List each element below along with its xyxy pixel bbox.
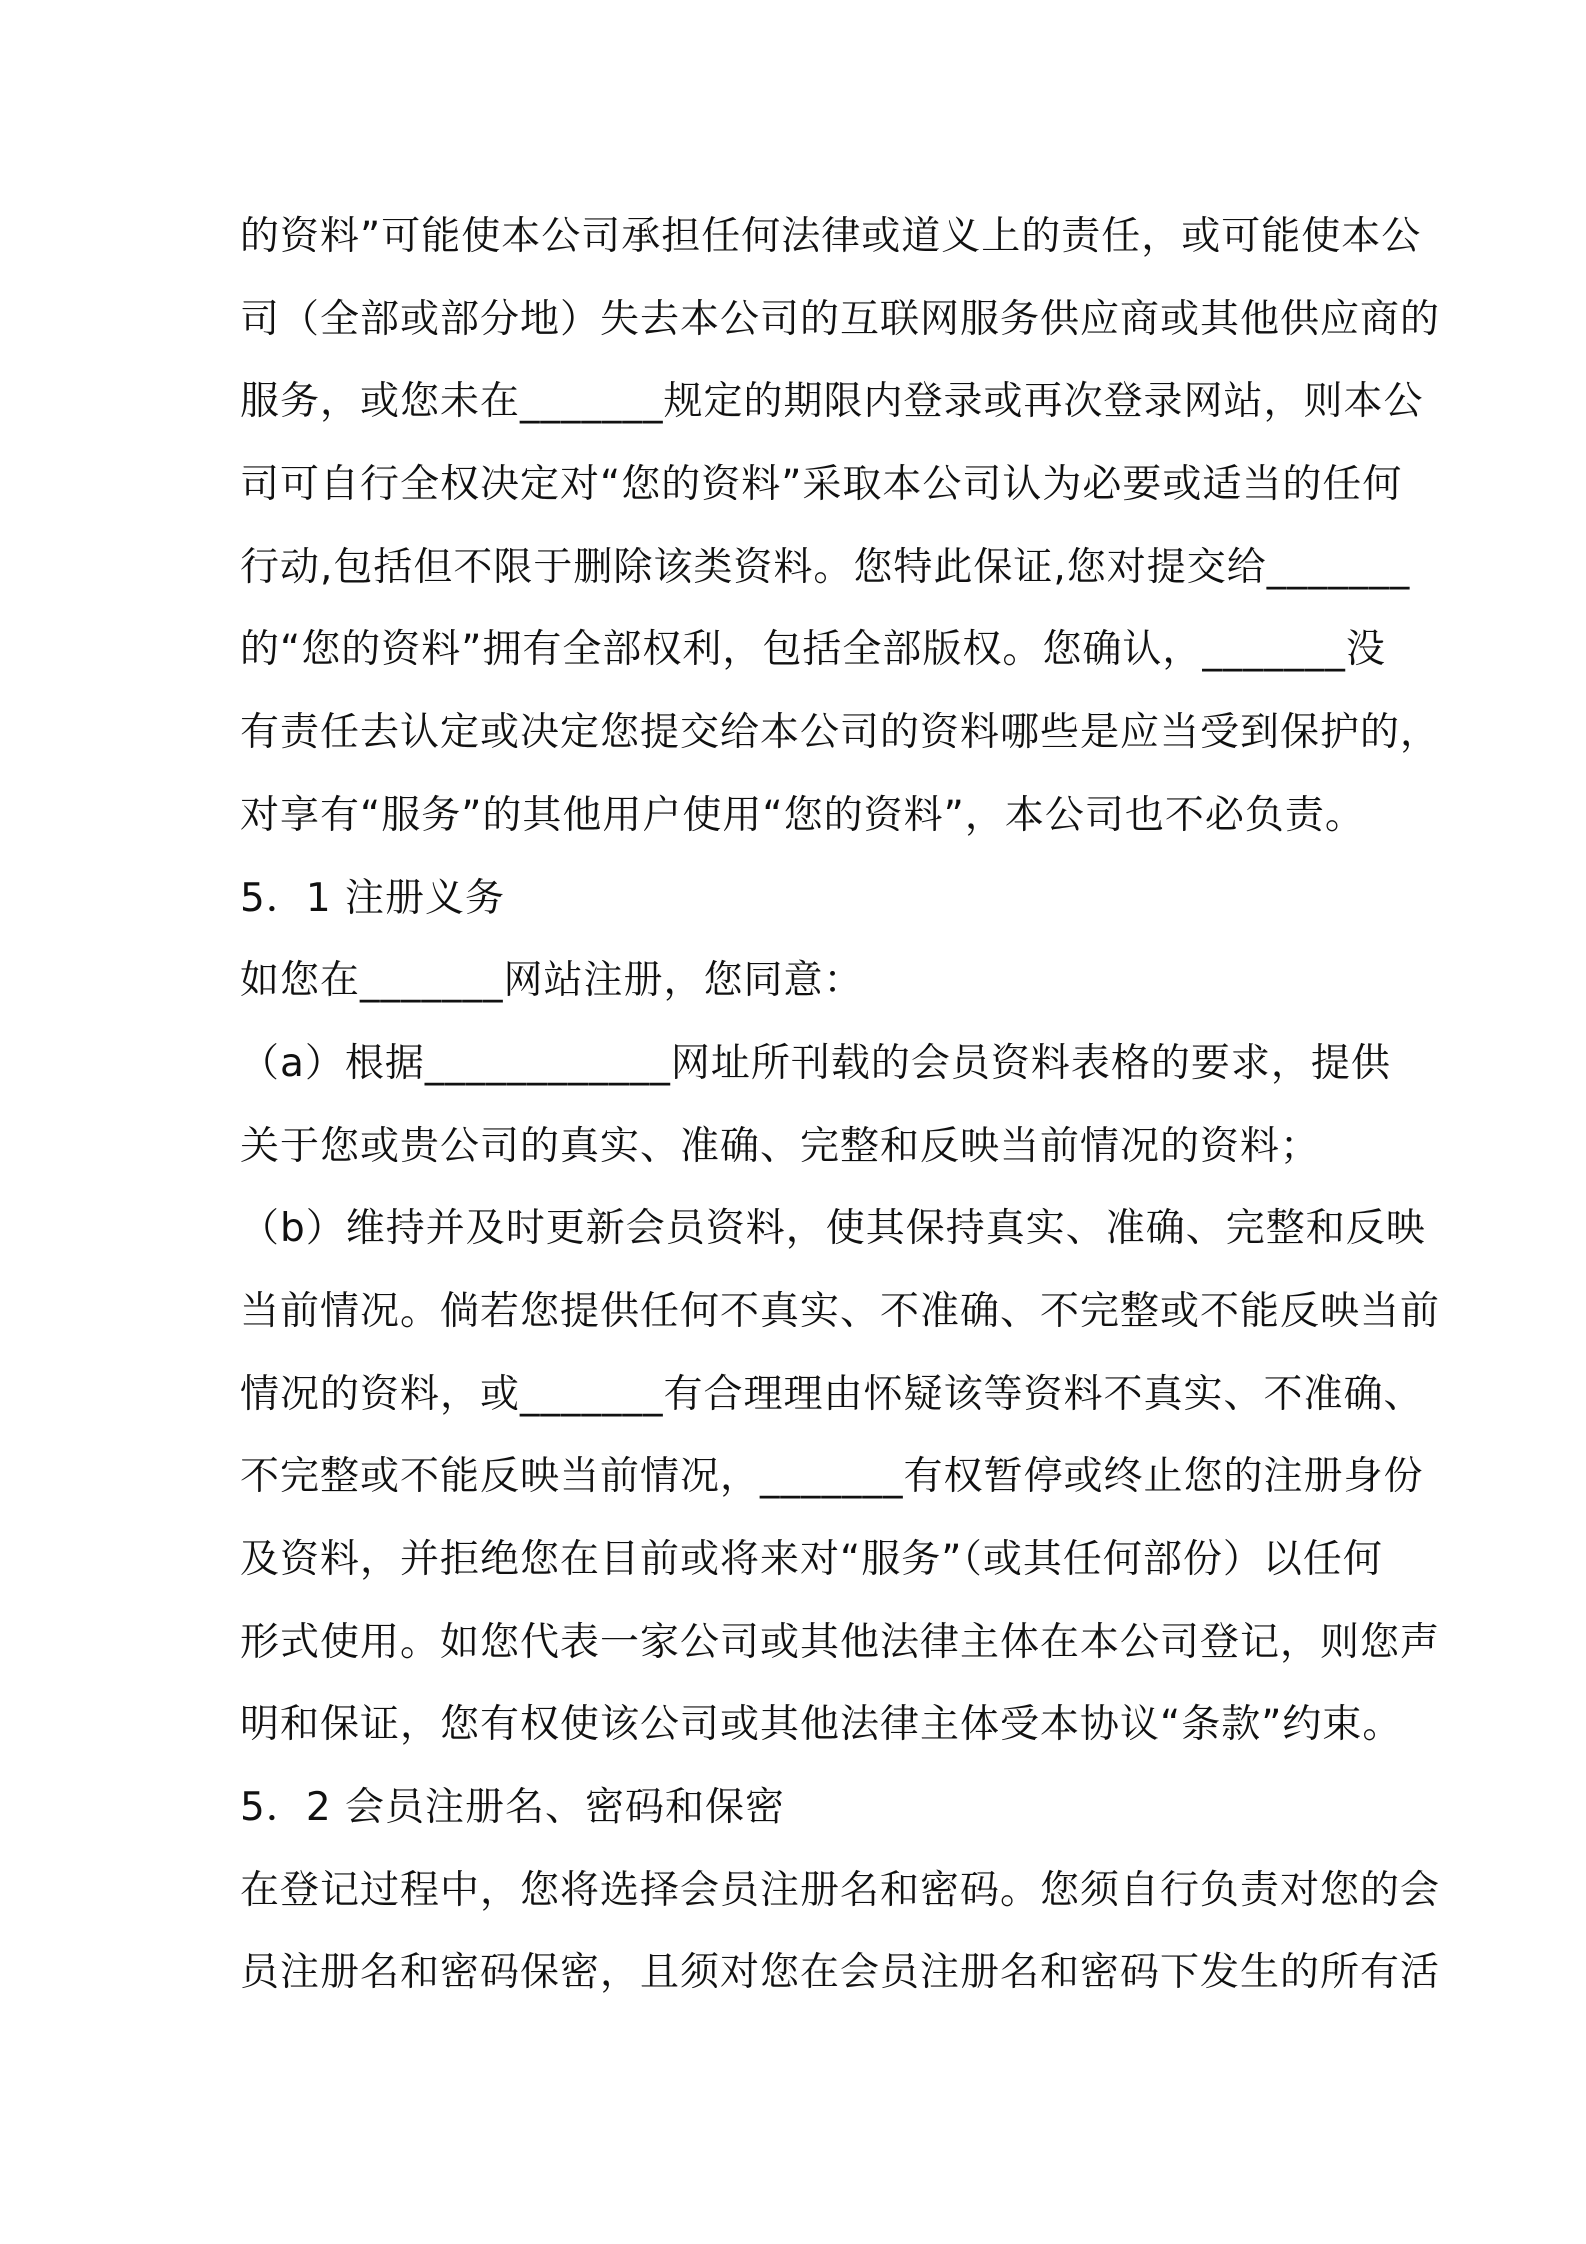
text-line: 当前情况。倘若您提供任何不真实、不准确、不完整或不能反映当前 <box>240 1288 1441 1334</box>
text-line: 有责任去认定或决定您提交给本公司的资料哪些是应当受到保护的， <box>240 710 1441 756</box>
text-line: 形式使用。如您代表一家公司或其他法律主体在本公司登记，则您声 <box>240 1619 1441 1665</box>
text-line: 员注册名和密码保密，且须对您在会员注册名和密码下发生的所有活 <box>240 1950 1441 1996</box>
text-line: 司可自行全权决定对“您的资料”采取本公司认为必要或适当的任何 <box>240 462 1403 508</box>
text-line: 司（全部或部分地）失去本公司的互联网服务供应商或其他供应商的 <box>240 296 1441 342</box>
text-line: 在登记过程中，您将选择会员注册名和密码。您须自行负责对您的会 <box>240 1867 1441 1913</box>
list-item-b: （b）维持并及时更新会员资料，使其保持真实、准确、完整和反映 <box>240 1206 1426 1252</box>
list-item-a: （a）根据____________网址所刊载的会员资料表格的要求，提供 <box>240 1040 1391 1086</box>
text-line: 及资料，并拒绝您在目前或将来对“服务”（或其任何部份）以任何 <box>240 1537 1383 1582</box>
text-line: 服务，或您未在_______规定的期限内登录或再次登录网站，则本公 <box>240 379 1424 425</box>
section-heading-5-1: 5．1 注册义务 <box>240 875 506 921</box>
text-line: 行动,包括但不限于删除该类资料。您特此保证,您对提交给_______ <box>240 544 1411 590</box>
text-line: 明和保证，您有权使该公司或其他法律主体受本协议“条款”约束。 <box>240 1702 1403 1748</box>
text-line: 如您在_______网站注册，您同意： <box>240 958 864 1004</box>
text-line: 对享有“服务”的其他用户使用“您的资料”，本公司也不必负责。 <box>240 792 1365 838</box>
text-line: 关于您或贵公司的真实、准确、完整和反映当前情况的资料； <box>240 1123 1321 1169</box>
section-heading-5-2: 5．2 会员注册名、密码和保密 <box>240 1785 786 1831</box>
text-line: 的“您的资料”拥有全部权利，包括全部版权。您确认，_______没 <box>240 627 1386 673</box>
text-line: 情况的资料，或_______有合理理由怀疑该等资料不真实、不准确、 <box>240 1371 1424 1417</box>
document-body <box>240 196 1441 2015</box>
text-line: 的资料”可能使本公司承担任何法律或道义上的责任，或可能使本公 <box>240 214 1422 259</box>
text-line: 不完整或不能反映当前情况，_______有权暂停或终止您的注册身份 <box>240 1454 1424 1500</box>
